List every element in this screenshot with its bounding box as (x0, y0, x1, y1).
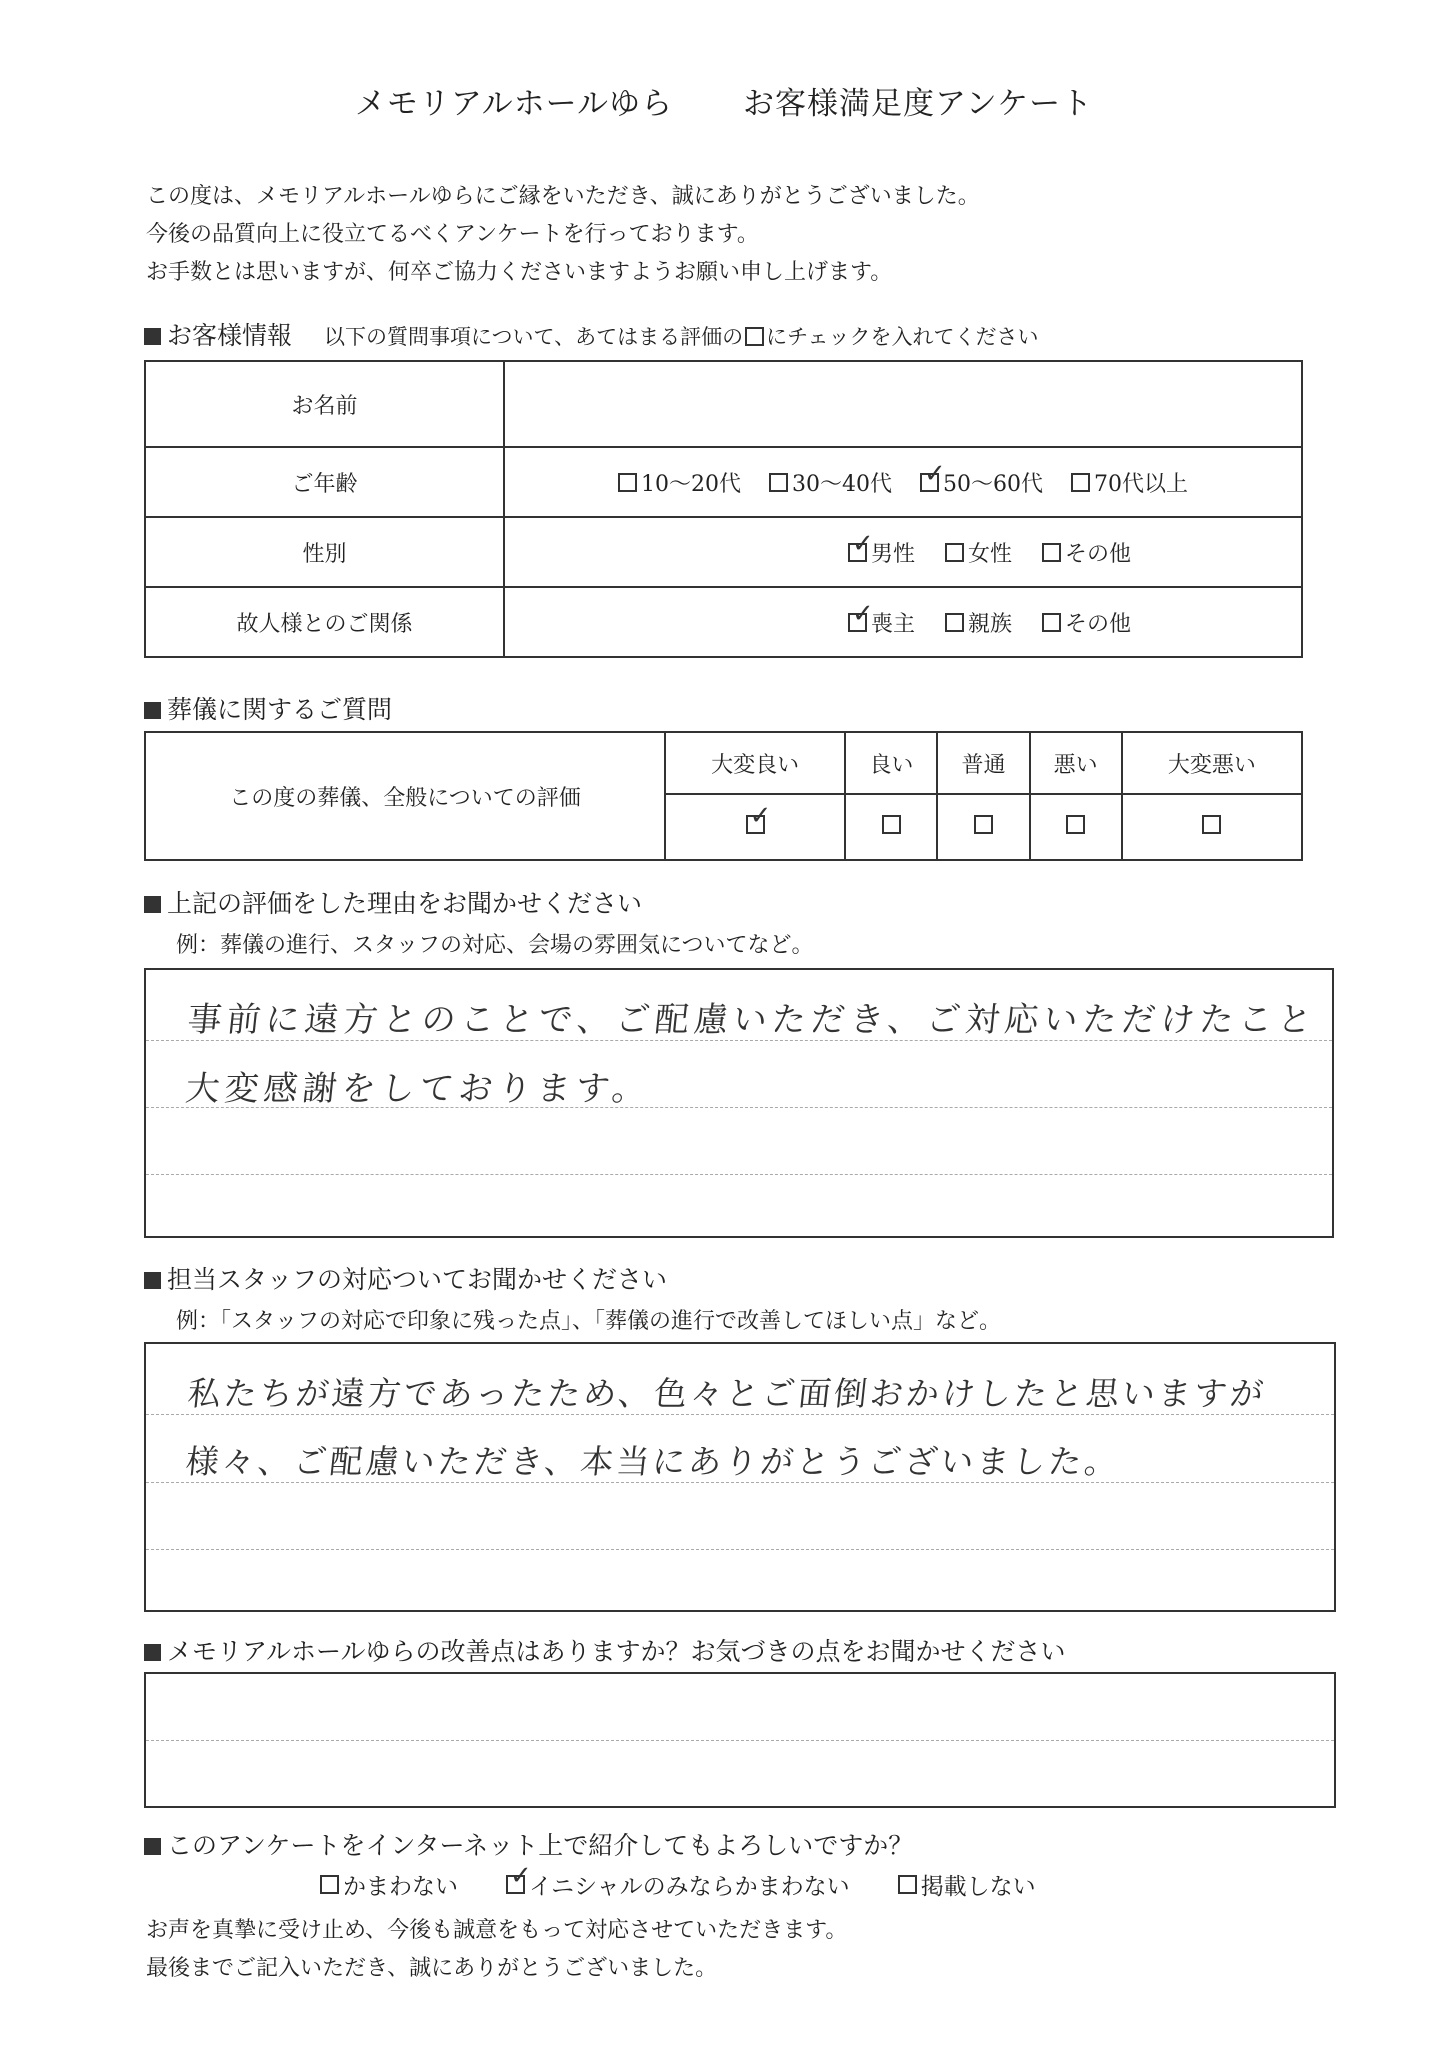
publish-option[interactable]: 掲載しない (898, 1868, 1036, 1901)
checkbox-checked[interactable] (848, 528, 874, 562)
table-row (145, 587, 1302, 657)
check-mark-icon: ✓ (852, 528, 874, 559)
rating-cell (1030, 794, 1122, 860)
check-mark-icon: ✓ (510, 1861, 532, 1891)
square-bullet-icon (144, 1644, 161, 1661)
checkbox[interactable] (1042, 613, 1061, 632)
handwritten-answer-line: 事前に遠方とのことで、ご配慮いただき、ご対応いただけたこと (185, 1000, 1319, 1040)
checkbox-checked[interactable] (920, 458, 946, 492)
reason-example: 例：葬儀の進行、スタッフの対応、会場の雰囲気についてなど。 (176, 933, 814, 958)
age-label: ご年齢 (145, 447, 504, 517)
publish-option[interactable]: かまわない (320, 1868, 458, 1901)
rating-cell (1122, 794, 1302, 860)
rating-cell (665, 794, 845, 860)
staff-heading: 担当スタッフの対応ついてお聞かせください (144, 1260, 667, 1296)
age-option[interactable]: ✓ 50～60代 (920, 467, 1043, 498)
square-bullet-icon (144, 328, 161, 345)
age-option[interactable]: 70代以上 (1071, 467, 1188, 498)
gender-label: 性別 (145, 517, 504, 587)
rating-header: 悪い (1030, 732, 1122, 794)
checkbox-checked[interactable] (746, 800, 772, 834)
check-mark-icon: ✓ (924, 458, 946, 489)
relation-options (505, 598, 1301, 638)
ruled-line (146, 1174, 1332, 1175)
closing-line: お声を真摯に受け止め、今後も誠意をもって対応させていただきます。 (146, 1918, 848, 1943)
rating-cell (937, 794, 1029, 860)
gender-option[interactable]: その他 (1042, 537, 1131, 568)
relation-option[interactable]: 親族 (945, 607, 1012, 638)
checkbox[interactable] (945, 613, 964, 632)
checkbox[interactable] (1202, 815, 1221, 834)
closing-text (146, 1912, 847, 1988)
publish-option[interactable]: ✓ イニシャルのみならかまわない (506, 1868, 850, 1901)
reason-heading: 上記の評価をした理由をお聞かせください (144, 884, 642, 920)
checkbox[interactable] (769, 473, 788, 492)
checkbox-checked[interactable] (848, 598, 874, 632)
table-row (145, 447, 1302, 517)
handwritten-answer-line: 私たちが遠方であったため、色々とご面倒おかけしたと思いますが (185, 1374, 1269, 1413)
ruled-line (146, 1740, 1334, 1741)
rating-header: 良い (845, 732, 937, 794)
table-row (145, 732, 1302, 794)
staff-answer-box[interactable] (144, 1342, 1336, 1612)
handwritten-answer-line: 大変感謝をしております。 (183, 1069, 654, 1109)
page-title (0, 78, 1448, 123)
publish-options (320, 1861, 1036, 1901)
publish-heading: このアンケートをインターネット上で紹介してもよろしいですか？ (144, 1826, 913, 1862)
table-row (145, 361, 1302, 447)
checkbox[interactable] (945, 543, 964, 562)
square-bullet-icon (144, 1838, 161, 1855)
checkbox[interactable] (320, 1875, 339, 1894)
rating-header: 大変良い (665, 732, 845, 794)
intro-line: 今後の品質向上に役立てるべくアンケートを行っております。 (146, 222, 759, 247)
square-bullet-icon (144, 702, 161, 719)
relation-option[interactable]: その他 (1042, 607, 1131, 638)
checkbox-sample-icon (745, 327, 764, 346)
funeral-heading: 葬儀に関するご質問 (144, 690, 392, 726)
rating-header: 普通 (937, 732, 1029, 794)
reason-answer-box[interactable] (144, 968, 1334, 1238)
gender-option[interactable]: 女性 (945, 537, 1012, 568)
checkbox[interactable] (1042, 543, 1061, 562)
hall-name: メモリアルホールゆら (354, 86, 673, 122)
checkbox-checked[interactable] (506, 1861, 532, 1894)
handwritten-answer-line: 様々、ご配慮いただき、本当にありがとうございました。 (183, 1442, 1123, 1481)
staff-example: 例：「スタッフの対応で印象に残った点」、「葬儀の進行で改善してほしい点」など。 (176, 1309, 1002, 1334)
checkbox[interactable] (882, 815, 901, 834)
table-row (145, 517, 1302, 587)
customer-info-heading: お客様情報 以下の質問事項について、あてはまる評価の にチェックを入れてください (144, 316, 1039, 352)
intro-line: この度は、メモリアルホールゆらにご縁をいただき、誠にありがとうございました。 (146, 184, 980, 209)
closing-line: 最後までご記入いただき、誠にありがとうございました。 (146, 1956, 718, 1981)
name-field[interactable] (504, 361, 1302, 447)
name-label: お名前 (145, 361, 504, 447)
rating-header: 大変悪い (1122, 732, 1302, 794)
checkbox[interactable] (618, 473, 637, 492)
customer-info-instruction: 以下の質問事項について、あてはまる評価の にチェックを入れてください (323, 325, 1039, 349)
check-mark-icon: ✓ (852, 598, 874, 629)
evaluation-question: この度の葬儀、全般についての評価 (145, 732, 665, 860)
gender-option[interactable]: ✓ 男性 (848, 537, 915, 568)
improvement-heading: メモリアルホールゆらの改善点はありますか？お気づきの点をお聞かせください (144, 1632, 1066, 1668)
intro-line: お手数とは思いますが、何卒ご協力くださいますようお願い申し上げます。 (146, 260, 893, 285)
square-bullet-icon (144, 1272, 161, 1289)
intro-text (146, 178, 980, 292)
checkbox[interactable] (1071, 473, 1090, 492)
check-mark-icon: ✓ (749, 800, 772, 831)
checkbox[interactable] (898, 1875, 917, 1894)
customer-info-table (144, 360, 1303, 658)
relation-label: 故人様とのご関係 (145, 587, 504, 657)
gender-options (505, 528, 1301, 568)
funeral-evaluation-table (144, 731, 1303, 861)
checkbox[interactable] (1066, 815, 1085, 834)
improvement-answer-box[interactable] (144, 1672, 1336, 1808)
relation-option[interactable]: ✓ 喪主 (848, 607, 915, 638)
age-options (505, 458, 1301, 498)
rating-cell (845, 794, 937, 860)
age-option[interactable]: 10～20代 (618, 467, 741, 498)
checkbox[interactable] (974, 815, 993, 834)
age-option[interactable]: 30～40代 (769, 467, 892, 498)
ruled-line (146, 1549, 1334, 1550)
square-bullet-icon (144, 896, 161, 913)
survey-title: お客様満足度アンケート (743, 86, 1094, 122)
